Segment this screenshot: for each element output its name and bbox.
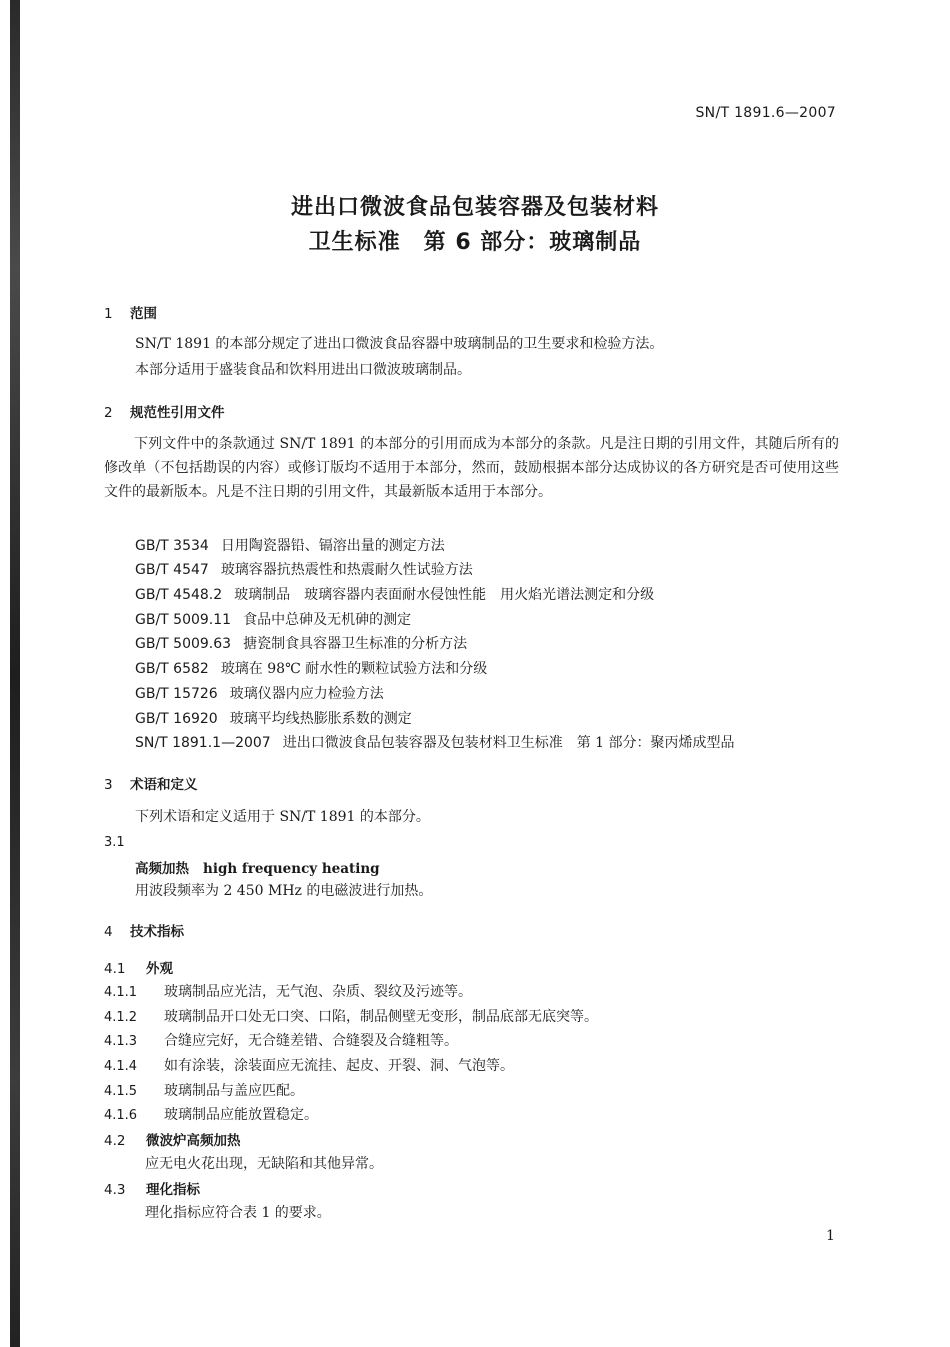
reference-item bbox=[135, 559, 473, 579]
reference-item bbox=[135, 584, 654, 604]
term-chinese: 高频加热 bbox=[135, 861, 189, 877]
section-3-heading bbox=[104, 773, 198, 793]
reference-item bbox=[135, 683, 384, 703]
section-number: 1 bbox=[104, 306, 113, 322]
subsection-4-2-text: 应无电火花出现，无缺陷和其他异常。 bbox=[145, 1156, 383, 1172]
subsection-number: 4.3 bbox=[104, 1182, 126, 1198]
term-english: high frequency heating bbox=[203, 861, 380, 877]
subsection-title: 理化指标 bbox=[146, 1182, 200, 1198]
section-2-intro-text: 下列文件中的条款通过 SN/T 1891 的本部分的引用而成为本部分的条款。凡是注日期的引用文件，其随后所有的修改单（不包括勘误的内容）或修订版均不适用于本部分，然而，鼓励根据本部分达成协议的各方研究是否可使用这些文件的最新版本。凡是不注日期的引用文件，其最新版本适用于本部分。 bbox=[104, 436, 839, 500]
clause-number: 4.1.5 bbox=[104, 1084, 138, 1099]
reference-item bbox=[135, 732, 735, 752]
ref-title: 玻璃仪器内应力检验方法 bbox=[229, 686, 384, 702]
clause-item bbox=[104, 1006, 598, 1026]
clause-number: 4.1.3 bbox=[104, 1034, 138, 1049]
clause-item bbox=[104, 981, 472, 1001]
clause-item bbox=[104, 1080, 304, 1100]
clause-number: 4.1.6 bbox=[104, 1108, 138, 1123]
clause-text: 玻璃制品开口处无口突、口陷，制品侧壁无变形，制品底部无底突等。 bbox=[164, 1009, 598, 1025]
subsection-title: 外观 bbox=[146, 961, 173, 977]
ref-title: 玻璃制品 玻璃容器内表面耐水侵蚀性能 用火焰光谱法测定和分级 bbox=[234, 587, 655, 603]
clause-text: 玻璃制品应能放置稳定。 bbox=[164, 1107, 318, 1123]
section-title: 术语和定义 bbox=[130, 777, 198, 793]
section-number: 2 bbox=[104, 405, 113, 421]
clause-number: 4.1.4 bbox=[104, 1059, 138, 1074]
ref-code: GB/T 4548.2 bbox=[135, 587, 223, 603]
reference-item bbox=[135, 708, 412, 728]
ref-title: 进出口微波食品包装容器及包装材料卫生标准 第 1 部分：聚丙烯成型品 bbox=[282, 735, 735, 751]
section-3-intro: 下列术语和定义适用于 SN/T 1891 的本部分。 bbox=[135, 809, 430, 825]
ref-title: 玻璃平均线热膨胀系数的测定 bbox=[229, 711, 412, 727]
ref-title: 搪瓷制食具容器卫生标准的分析方法 bbox=[243, 636, 468, 652]
ref-title: 日用陶瓷器铅、镉溶出量的测定方法 bbox=[220, 538, 445, 554]
reference-item bbox=[135, 658, 487, 678]
subsection-4-3-text: 理化指标应符合表 1 的要求。 bbox=[145, 1205, 331, 1221]
subsection-number: 4.2 bbox=[104, 1133, 126, 1149]
clause-text: 玻璃制品与盖应匹配。 bbox=[164, 1083, 304, 1099]
reference-item bbox=[135, 609, 411, 629]
term-heading bbox=[135, 857, 380, 877]
title-line-1: 进出口微波食品包装容器及包装材料 bbox=[290, 195, 659, 220]
ref-code: GB/T 6582 bbox=[135, 661, 209, 677]
section-4-heading bbox=[104, 920, 184, 940]
clause-item bbox=[104, 1104, 318, 1124]
term-number: 3.1 bbox=[104, 835, 125, 850]
section-2-heading bbox=[104, 401, 225, 421]
ref-code: GB/T 4547 bbox=[135, 562, 209, 578]
clause-text: 玻璃制品应光洁，无气泡、杂质、裂纹及污迹等。 bbox=[164, 984, 472, 1000]
section-number: 3 bbox=[104, 777, 113, 793]
ref-code: GB/T 5009.11 bbox=[135, 612, 232, 628]
ref-title: 食品中总砷及无机砷的测定 bbox=[243, 612, 412, 628]
section-1-paragraph-1: SN/T 1891 的本部分规定了进出口微波食品容器中玻璃制品的卫生要求和检验方法。 bbox=[135, 336, 664, 352]
section-1-heading bbox=[104, 302, 157, 322]
term-definition: 用波段频率为 2 450 MHz 的电磁波进行加热。 bbox=[135, 883, 433, 899]
clause-text: 如有涂装，涂装面应无流挂、起皮、开裂、洞、气泡等。 bbox=[164, 1058, 514, 1074]
ref-code: GB/T 16920 bbox=[135, 711, 218, 727]
page-number: 1 bbox=[826, 1228, 835, 1244]
clause-number: 4.1.2 bbox=[104, 1010, 138, 1025]
clause-item bbox=[104, 1055, 514, 1075]
subsection-title: 微波炉高频加热 bbox=[146, 1133, 241, 1149]
reference-item bbox=[135, 535, 445, 555]
ref-title: 玻璃容器抗热震性和热震耐久性试验方法 bbox=[220, 562, 473, 578]
clause-number: 4.1.1 bbox=[104, 985, 138, 1000]
ref-code: GB/T 5009.63 bbox=[135, 636, 232, 652]
section-1-paragraph-2: 本部分适用于盛装食品和饮料用进出口微波玻璃制品。 bbox=[135, 362, 471, 378]
reference-item bbox=[135, 633, 467, 653]
clause-item bbox=[104, 1030, 458, 1050]
subsection-number: 4.1 bbox=[104, 961, 126, 977]
section-2-intro bbox=[104, 432, 839, 504]
subsection-4-1-heading bbox=[104, 957, 173, 977]
section-title: 技术指标 bbox=[130, 924, 184, 940]
title-line-2: 卫生标准 第 6 部分：玻璃制品 bbox=[308, 230, 642, 255]
clause-text: 合缝应完好，无合缝差错、合缝裂及合缝粗等。 bbox=[164, 1033, 458, 1049]
section-title: 规范性引用文件 bbox=[130, 405, 225, 421]
section-number: 4 bbox=[104, 924, 113, 940]
ref-code: SN/T 1891.1—2007 bbox=[135, 735, 271, 751]
section-title: 范围 bbox=[130, 306, 157, 322]
ref-code: GB/T 15726 bbox=[135, 686, 218, 702]
subsection-4-3-heading bbox=[104, 1178, 200, 1198]
subsection-4-2-heading bbox=[104, 1129, 241, 1149]
ref-title: 玻璃在 98℃ 耐水性的颗粒试验方法和分级 bbox=[220, 661, 488, 677]
ref-code: GB/T 3534 bbox=[135, 538, 209, 554]
document-code: SN/T 1891.6—2007 bbox=[695, 105, 836, 121]
